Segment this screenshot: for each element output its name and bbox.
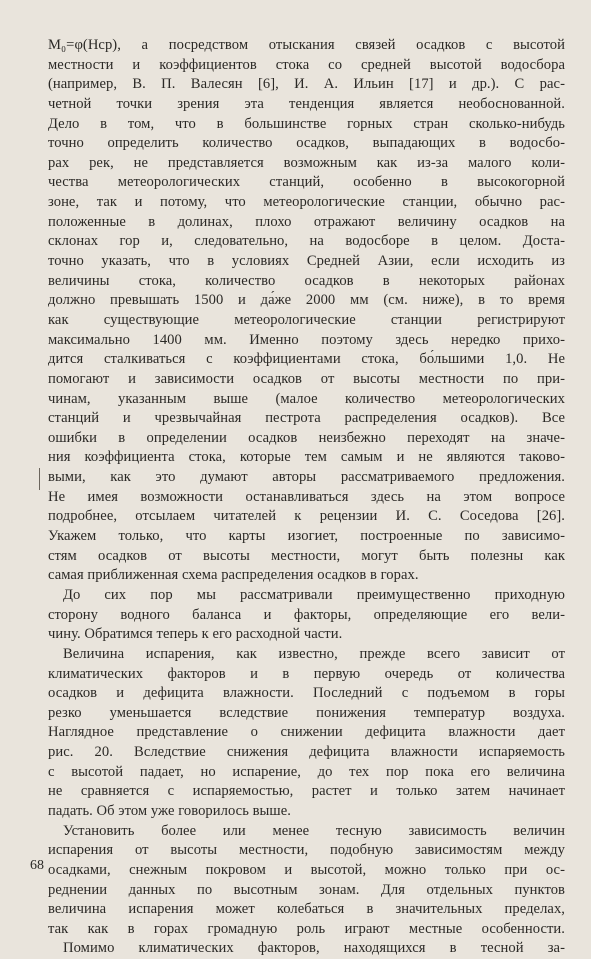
text-line: местности и коэффициентов стока со средней высотой водосбора — [48, 56, 565, 73]
text-line: рис. 20. Вследствие снижения дефицита влажности испаряемость — [48, 744, 565, 761]
text-line: осадками, снежным покровом и высотой, можно только при ос- — [48, 861, 565, 878]
text-line: Дело в том, что в большинстве горных стран сколько-нибудь — [48, 115, 565, 132]
page-number: 68 — [30, 858, 44, 873]
margin-pencil-mark — [39, 468, 40, 490]
text-line: точно определить количество осадков, выпадающих в водосбо- — [48, 135, 565, 152]
text-line: M₀=φ(Hср), а посредством отыскания связей осадков с высотой — [48, 37, 565, 53]
text-line: как существующие метеорологические станции регистрируют — [48, 311, 565, 328]
text-line: так как в горах громадную роль играют местные особенности. — [48, 920, 565, 937]
text-line: Укажем только, что карты изогиет, построенные по зависимо- — [48, 528, 565, 545]
text-line: выми, как это думают авторы рассматриваемого предложения. — [48, 469, 565, 486]
text-line: должно превышать 1500 и да́же 2000 мм (см. ниже), в то время — [48, 292, 565, 309]
text-line: До сих пор мы рассматривали преимущественно приходную — [63, 586, 565, 603]
text-line: чества метеорологических станций, особенно в высокогорной — [48, 174, 565, 191]
text-line: реднении данных по высотным зонам. Для отдельных пунктов — [48, 881, 565, 898]
text-line: ния коэффициента стока, которые тем самым и не являются таково- — [48, 449, 565, 466]
text-line: резко уменьшается вследствие понижения температур воздуха. — [48, 704, 565, 721]
text-line: точно указать, что в условиях Средней Азии, если исходить из — [48, 253, 565, 270]
text-line: падать. Об этом уже говорилось выше. — [48, 802, 291, 819]
text-line: Наглядное представление о снижении дефицита влажности дает — [48, 724, 565, 741]
text-line: четной точки зрения эта тенденция является необоснованной. — [48, 95, 565, 112]
text-line: положенные в долинах, плохо отражают величину осадков на — [48, 213, 565, 230]
text-line: Не имея возможности останавливаться здесь на этом вопросе — [48, 488, 565, 505]
text-line: дится сталкиваться с коэффициентами стока, бо́льшими 1,0. Не — [48, 351, 565, 368]
text-line: (например, В. П. Валесян [6], И. А. Ильин [17] и др.). С рас- — [48, 76, 565, 93]
text-line: Величина испарения, как известно, прежде всего зависит от — [63, 645, 565, 662]
text-line: стям осадков от высоты местности, могут быть полезны как — [48, 547, 565, 564]
text-line: самая приближенная схема распределения осадков в горах. — [48, 567, 419, 584]
text-line: склонах гор и, следовательно, на водосборе в целом. Доста- — [48, 233, 565, 250]
text-line: с высотой падает, но испарение, до тех пор пока его величина — [48, 763, 565, 780]
text-line: чинам, указанным выше (малое количество метеорологических — [48, 390, 565, 407]
text-line: осадков и дефицита влажности. Последний с подъемом в горы — [48, 685, 565, 702]
text-line: испарения от высоты местности, подобную зависимостям между — [48, 842, 565, 859]
text-line: зоне, так и потому, что метеорологические станции, обычно рас- — [48, 194, 565, 211]
text-line: не сравняется с испаряемостью, растет и только затем начинает — [48, 783, 565, 800]
text-line: станций и чрезвычайная пестрота распределения осадков). Все — [48, 410, 565, 427]
text-line: помогают и зависимости осадков от высоты местности по при- — [48, 370, 565, 387]
text-line: чину. Обратимся теперь к его расходной части. — [48, 626, 343, 643]
text-line: максимально 1400 мм. Именно поэтому здесь нередко прихо- — [48, 331, 565, 348]
text-line: величина испарения может колебаться в значительных пределах, — [48, 901, 565, 918]
text-line: подробнее, отсылаем читателей к рецензии И. С. Соседова [26]. — [48, 508, 565, 525]
text-line: сторону водного баланса и факторы, определяющие его вели- — [48, 606, 565, 623]
text-line: рах рек, не представляется возможным как из-за малого коли- — [48, 154, 565, 171]
text-line: Помимо климатических факторов, находящихся в тесной за- — [63, 940, 565, 957]
body-text — [48, 36, 565, 959]
text-line: Установить более или менее тесную зависимость величин — [63, 822, 565, 839]
text-line: климатических факторов и в первую очередь от количества — [48, 665, 565, 682]
text-line: ошибки в определении осадков неизбежно переходят на значе- — [48, 429, 565, 446]
text-line: величины стока, количество осадков в некоторых районах — [48, 272, 565, 289]
